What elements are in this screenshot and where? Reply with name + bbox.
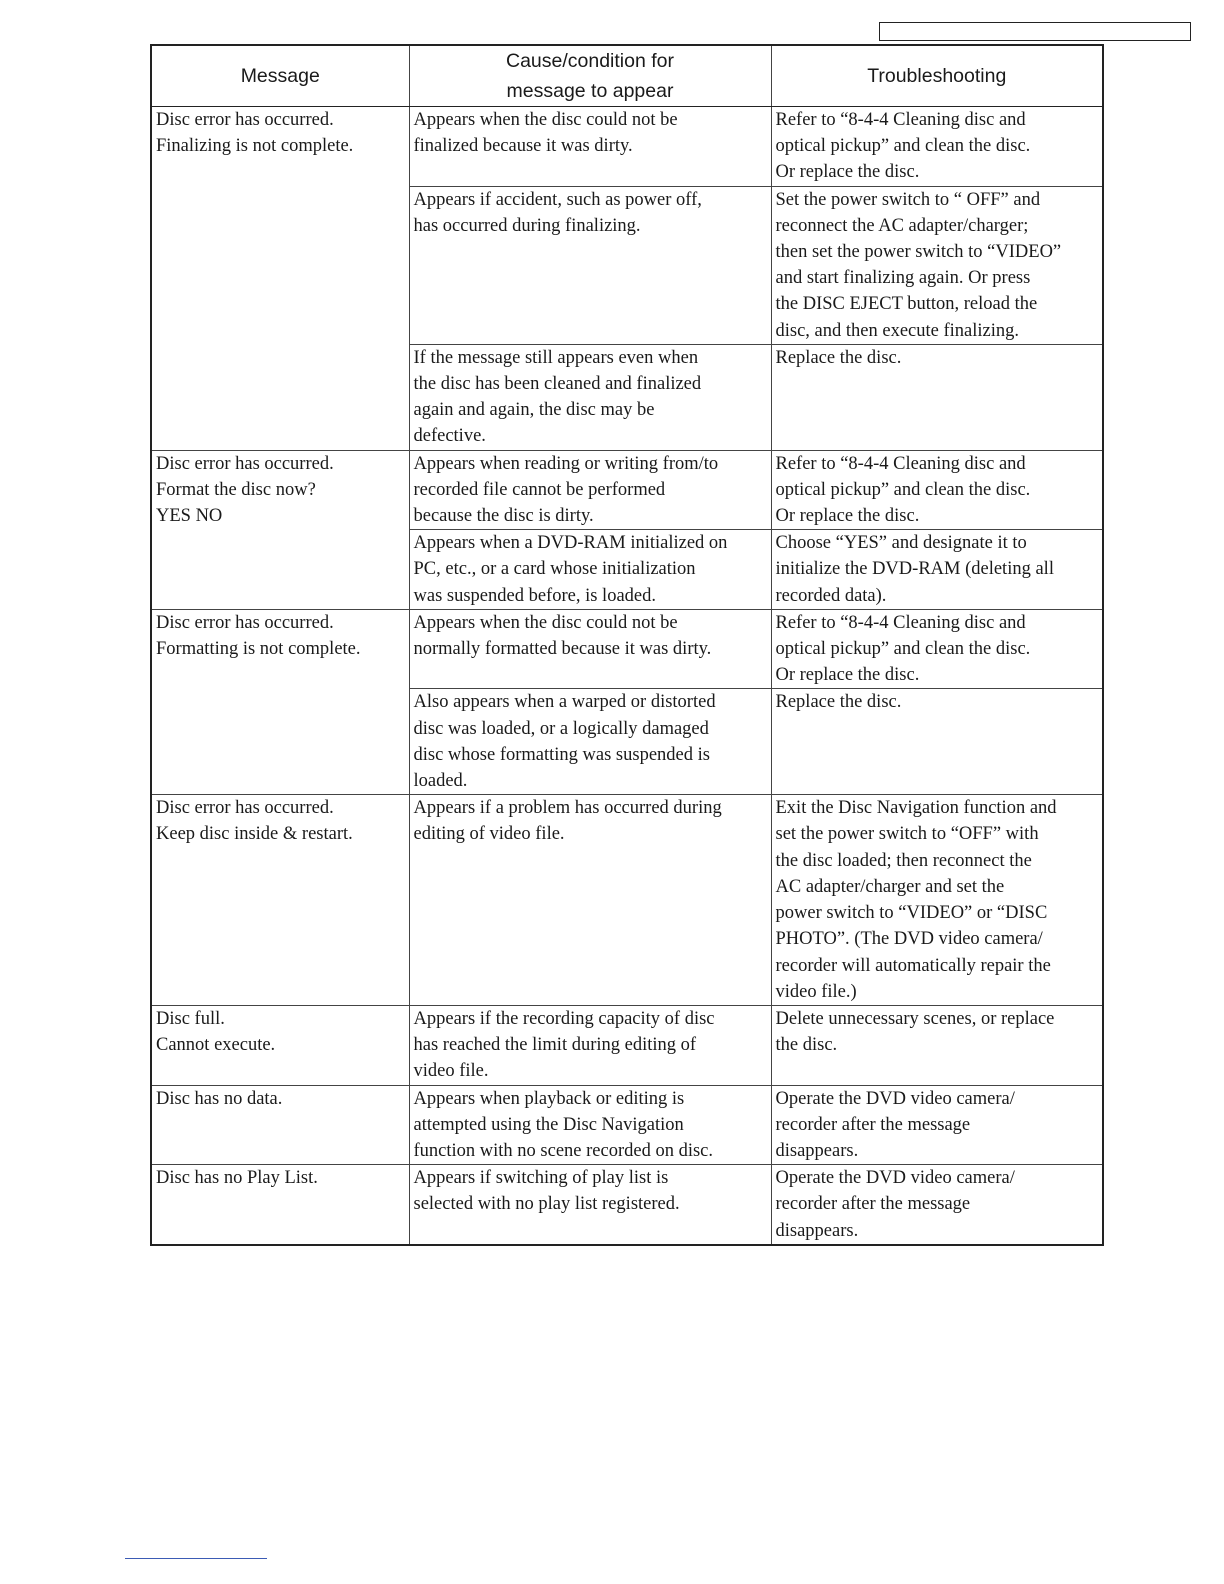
header-troubleshooting: Troubleshooting: [771, 45, 1103, 107]
fix-cell: Set the power switch to “ OFF” and reconnect the AC adapter/charger; then set the power switch to “VIDEO” and start finalizing again. Or press the DISC EJECT button, reload the disc, and then execute finalizing.: [771, 186, 1103, 344]
table-row: [151, 107, 1103, 187]
cause-cell: Appears when the disc could not be finalized because it was dirty.: [409, 107, 771, 187]
message-cell: Disc has no Play List.: [151, 1165, 409, 1245]
header-page-box: [879, 22, 1191, 41]
message-cell: Disc error has occurred. Formatting is not complete.: [151, 609, 409, 794]
cause-cell: Appears if switching of play list is selected with no play list registered.: [409, 1165, 771, 1245]
fix-cell: Refer to “8-4-4 Cleaning disc and optical pickup” and clean the disc. Or replace the disc.: [771, 107, 1103, 187]
fix-cell: Exit the Disc Navigation function and set the power switch to “OFF” with the disc loaded; then reconnect the AC adapter/charger and set the power switch to “VIDEO” or “DISC PHOTO”. (The DVD video camera/ recorder will automatically repair the video file.): [771, 795, 1103, 1006]
cause-cell: Also appears when a warped or distorted disc was loaded, or a logically damaged disc whose formatting was suspended is loaded.: [409, 689, 771, 795]
fix-cell: Replace the disc.: [771, 344, 1103, 450]
fix-cell: Refer to “8-4-4 Cleaning disc and optical pickup” and clean the disc. Or replace the disc.: [771, 450, 1103, 530]
message-cell: Disc error has occurred. Format the disc now? YES NO: [151, 450, 409, 609]
fix-cell: Refer to “8-4-4 Cleaning disc and optical pickup” and clean the disc. Or replace the disc.: [771, 609, 1103, 689]
table-row: [151, 1165, 1103, 1245]
cause-cell: Appears when playback or editing is attempted using the Disc Navigation function with no scene recorded on disc.: [409, 1085, 771, 1165]
footer-link-line: [125, 1558, 267, 1559]
message-cell: Disc full. Cannot execute.: [151, 1005, 409, 1085]
cause-cell: Appears when the disc could not be normally formatted because it was dirty.: [409, 609, 771, 689]
header-cause: Cause/condition for message to appear: [409, 45, 771, 107]
fix-cell: Operate the DVD video camera/ recorder after the message disappears.: [771, 1165, 1103, 1245]
troubleshooting-table: [150, 44, 1104, 1246]
fix-cell: Operate the DVD video camera/ recorder after the message disappears.: [771, 1085, 1103, 1165]
table-row: [151, 1005, 1103, 1085]
message-cell: Disc has no data.: [151, 1085, 409, 1165]
header-message: Message: [151, 45, 409, 107]
cause-cell: Appears when a DVD-RAM initialized on PC, etc., or a card whose initialization was suspended before, is loaded.: [409, 530, 771, 610]
cause-cell: Appears when reading or writing from/to recorded file cannot be performed because the disc is dirty.: [409, 450, 771, 530]
table-row: [151, 609, 1103, 689]
fix-cell: Delete unnecessary scenes, or replace the disc.: [771, 1005, 1103, 1085]
message-cell: Disc error has occurred. Finalizing is not complete.: [151, 107, 409, 451]
table-row: [151, 450, 1103, 530]
fix-cell: Replace the disc.: [771, 689, 1103, 795]
message-cell: Disc error has occurred. Keep disc inside & restart.: [151, 795, 409, 1006]
table-header-row: [151, 45, 1103, 107]
cause-cell: Appears if a problem has occurred during editing of video file.: [409, 795, 771, 1006]
fix-cell: Choose “YES” and designate it to initialize the DVD-RAM (deleting all recorded data).: [771, 530, 1103, 610]
table-row: [151, 1085, 1103, 1165]
cause-cell: Appears if accident, such as power off, has occurred during finalizing.: [409, 186, 771, 344]
cause-cell: If the message still appears even when the disc has been cleaned and finalized again and again, the disc may be defective.: [409, 344, 771, 450]
table-row: [151, 795, 1103, 1006]
cause-cell: Appears if the recording capacity of disc has reached the limit during editing of video file.: [409, 1005, 771, 1085]
